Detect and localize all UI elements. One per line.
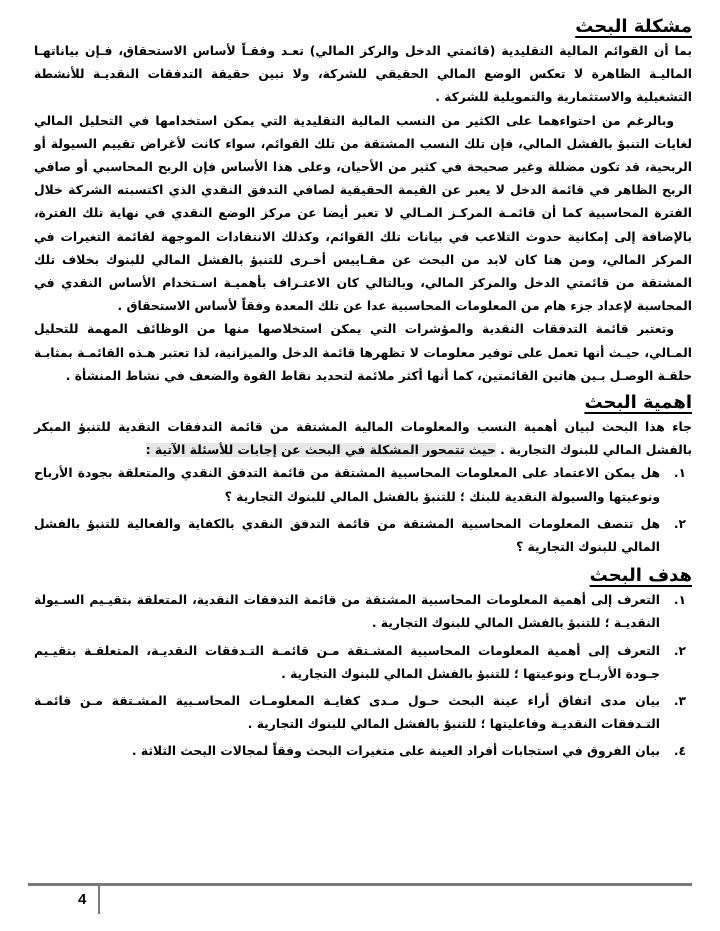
section-heading-problem: مشكلة البحث	[575, 16, 692, 37]
intro-text: جاء هذا البحث لبيان أهمية النسب والمعلومات المالية المشتقة من قائمة التدفقات النقدية للتنبؤ المبكر بالفشل المالي للبنوك التجارية .	[34, 420, 692, 458]
list-text: هل تتصف المعلومات المحاسبية المشتقة من قائمة التدفق النقدي بالكفاية والفعالية للتنبؤ بالفشل المالي للبنوك التجارية ؟	[34, 516, 660, 555]
list-text: هل يمكن الاعتماد على المعلومات المحاسبية المشتقة من قائمة التدفق النقدي والمتعلقة بجودة الأرباح ونوعيتها والسيولة النقدية للبنك ؛ للتنبؤ بالفشل المالي للبنوك التجارية ؟	[34, 466, 660, 504]
list-number: ١.	[673, 466, 686, 481]
list-text: بيان الفروق في استجابات أفراد العينة على متغيرات البحث وفقاً لمجالات البحث الثلاثة .	[131, 744, 660, 759]
section-research-problem	[34, 14, 692, 388]
questions-list	[34, 462, 692, 559]
list-number: ٢.	[673, 516, 686, 531]
list-item	[34, 513, 692, 559]
footer-separator	[98, 886, 100, 914]
list-item	[34, 462, 692, 508]
list-item	[34, 640, 692, 686]
page-number: 4	[78, 891, 87, 908]
footer-divider	[28, 883, 692, 886]
section-heading-objective: هدف البحث	[589, 565, 692, 587]
list-item	[34, 589, 692, 635]
section-heading-importance: اهمية البحث	[584, 392, 692, 414]
page-content	[34, 14, 692, 768]
list-number: ١.	[673, 593, 686, 608]
section-research-objective	[34, 563, 692, 763]
list-number: ٢.	[673, 643, 686, 658]
paragraph: وتعتبر قائمة التدفقات النقدية والمؤشرات التي يمكن استخلاصها منها من الوظائف المهمة للتحليل المـالي، حيـث أنها تعمل على توفير معلومات لا تظهرها قائمة الدخل والميزانية، لذا تعتبر هـذه القائمـة بمثابـة حلقـة الوصـل بـين هاتين القائمتين، كما أنها أكثر ملائمة لتحديد نقاط القوة والضعف في نشاط المنشأة .	[34, 322, 692, 383]
paragraph: بما أن القوائم المالية التقليدية (قائمتي الدخل والركز المالي) تعـد وفقـاً لأساس الاستحقاق، فـإن بياناتهـا الماليـة الظاهرة لا تعكس الوضع المالي الحقيقي للشركة، ولا تبين حقيقة التدفقات النقديـة للأنشطة التشغيلية والاستثمارية والتمويلية للشركة .	[34, 44, 692, 105]
objectives-list	[34, 589, 692, 763]
list-number: ٣.	[673, 694, 686, 709]
list-item	[34, 740, 692, 763]
section-research-importance	[34, 390, 692, 559]
list-text: بيان مدى اتفاق أراء عينة البحث حـول مـدى كفايـة المعلومـات المحاسـبية المشـتقة مـن قائمـة التـدفقات النقديـة وفاعليتها ؛ للتنبؤ بالفشل المالي للبنوك التجارية .	[34, 694, 660, 732]
list-text: التعرف إلى أهمية المعلومات المحاسبية المشتقة من قائمة التدفقات النقدية، المتعلقة بتقيـيم السـيولة النقديـة ؛ للتنبؤ بالفشل المالي للبنوك التجارية .	[34, 593, 660, 631]
paragraph	[34, 416, 692, 462]
list-number: ٤.	[673, 744, 686, 759]
paragraph: وبالرغم من احتواءهما على الكثير من النسب المالية التقليدية التي يمكن استخدامها في التحليل المالي لغايات التنبؤ بالفشل المالي، فإن تلك النسب المشتقة من تلك القوائم، سواء كانت لأغراض تقييم السيولة أو الربحية، قد تكون مضللة وغير صحيحة في كثير من الأحيان، وعلى هذا الأساس فإن الربح المحاسبي أو صافي الربح الظاهر في قائمة الدخل لا يعبر عن القيمة الحقيقية لصافي التدفق النقدي الذي اكتسبته الشركة خلال الفترة المحاسبية كما أن قائمـة المركـز المـالي لا تعبر أيضا عن مركز الوضع النقدي في نهاية تلك الفترة، بالإضافة إلى إمكانية حدوث التلاعب في بيانات تلك القوائم، وكذلك الانتقادات الموجهة لقائمة التغيرات في المركز المالي، ومن هنا كان لابد من البحث عن مقـاييس أخـرى للتنبؤ بالفشل المالي للبنوك بخلاف تلك المشتقة من قائمتي الدخل والمركز المالي، وبالتالي كان الاعتـراف بأهميـة اسـتخدام الأساس النقدي في المحاسبة لإعداد جزء هام من المعلومات المحاسبية عدا عن تلك المعدة وفقاً لأساس الاستحقاق .	[34, 113, 692, 314]
intro-highlight: حيث تتمحور المشكلة في البحث عن إجابات للأسئلة الآتية :	[145, 443, 496, 458]
list-item	[34, 690, 692, 736]
list-text: التعرف إلى أهمية المعلومات المحاسبية المشـتقة مـن قائمـة التـدفقات النقديـة، المتعلقـة بتقيـيم جـودة الأربـاح ونوعيتها ؛ للتنبؤ بالفشل المالي للبنوك التجارية .	[34, 643, 660, 681]
